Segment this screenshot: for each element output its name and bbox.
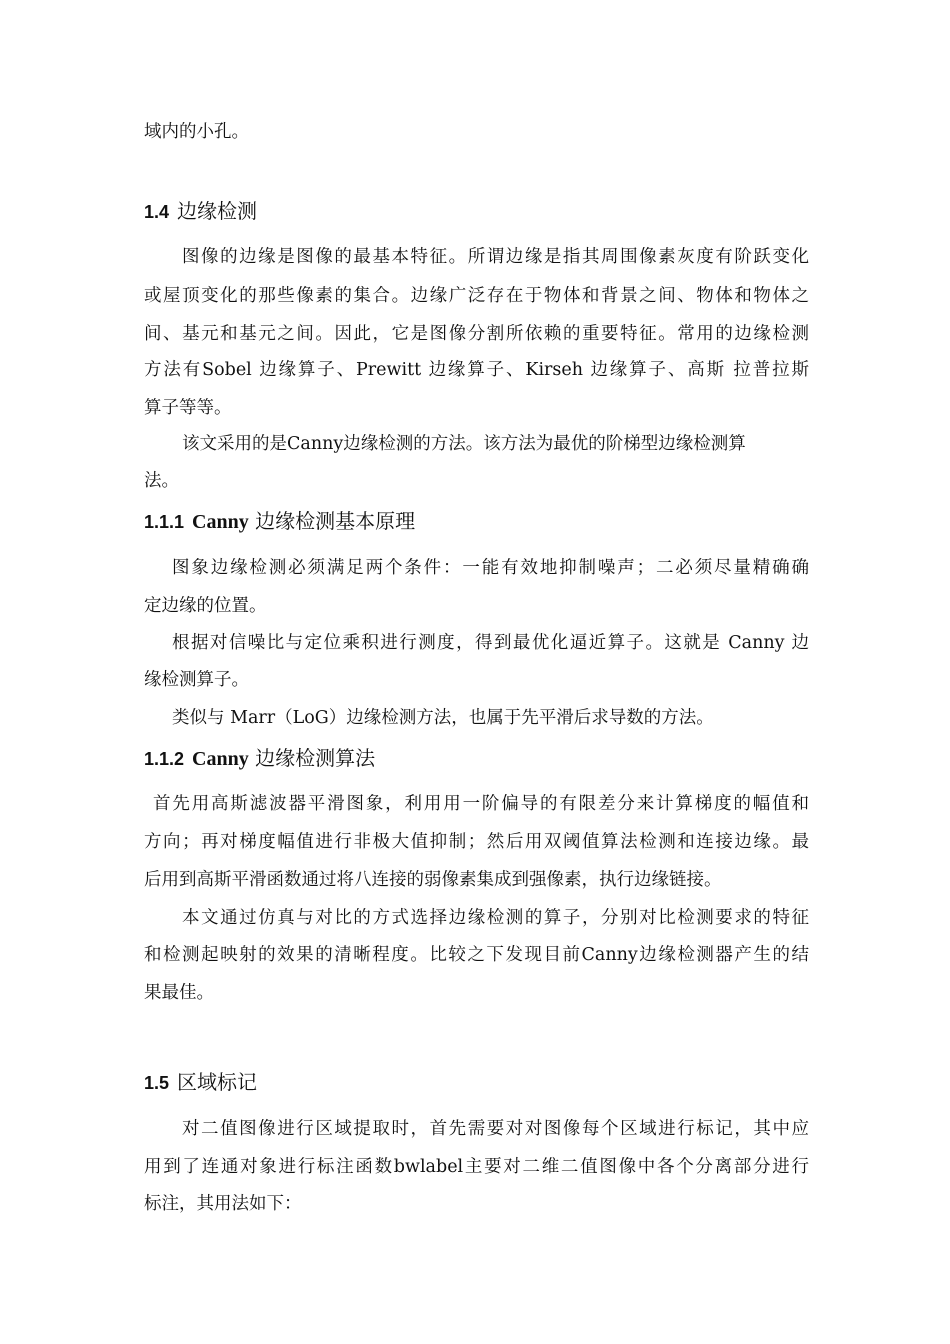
paragraph-line: 标注，其用法如下： — [144, 1194, 302, 1214]
paragraph-line: 间、基元和基元之间。因此，它是图像分割所依赖的重要特征。常用的边缘检测 — [144, 324, 809, 344]
subsection-number: 1.1.2 — [144, 749, 185, 769]
paragraph-line: 图象边缘检测必须满足两个条件：一能有效地抑制噪声；二必须尽量精确确 — [172, 558, 809, 578]
paragraph-line: 定边缘的位置。 — [144, 596, 267, 616]
paragraph-line: 首先用高斯滤波器平滑图象，利用用一阶偏导的有限差分来计算梯度的幅值和 — [153, 794, 809, 814]
section-number: 1.4 — [144, 202, 170, 222]
paragraph-line: 方向；再对梯度幅值进行非极大值抑制；然后用双阈值算法检测和连接边缘。最 — [144, 832, 809, 852]
paragraph-line: 方法有Sobel 边缘算子、Prewitt 边缘算子、Kirseh 边缘算子、高斯 拉普拉斯 — [144, 360, 809, 380]
paragraph-line: 根据对信噪比与定位乘积进行测度，得到最优化逼近算子。这就是 Canny 边 — [172, 633, 809, 653]
section-title: 区域标记 — [177, 1070, 258, 1094]
subsection-title: 边缘检测基本原理 — [255, 509, 416, 533]
paragraph-line: 算子等等。 — [144, 398, 232, 418]
paragraph-line: 图像的边缘是图像的最基本特征。所谓边缘是指其周围像素灰度有阶跃变化 — [182, 247, 809, 267]
paragraph-line: 法。 — [144, 471, 179, 491]
paragraph-line: 和检测起映射的效果的清晰程度。比较之下发现目前Canny边缘检测器产生的结 — [144, 945, 809, 965]
paragraph-line: 该文采用的是Canny边缘检测的方法。该方法为最优的阶梯型边缘检测算 — [182, 434, 746, 454]
paragraph-line: 缘检测算子。 — [144, 670, 249, 690]
paragraph-line: 后用到高斯平滑函数通过将八连接的弱像素集成到强像素，执行边缘链接。 — [144, 870, 722, 890]
paragraph-line: 类似与 Marr（LoG）边缘检测方法，也属于先平滑后求导数的方法。 — [172, 708, 714, 728]
paragraph-line: 对二值图像进行区域提取时，首先需要对对图像每个区域进行标记，其中应 — [182, 1119, 809, 1139]
paragraph-line: 或屋顶变化的那些像素的集合。边缘广泛存在于物体和背景之间、物体和物体之 — [144, 286, 809, 306]
subsection-bold-term: Canny — [192, 511, 249, 533]
paragraph-line: 果最佳。 — [144, 983, 214, 1003]
section-title: 边缘检测 — [177, 199, 258, 223]
section-heading-1-4 — [144, 196, 257, 227]
subsection-title: 边缘检测算法 — [255, 746, 376, 770]
paragraph-line: 本文通过仿真与对比的方式选择边缘检测的算子，分别对比检测要求的特征 — [182, 908, 809, 928]
text-line: 域内的小孔。 — [144, 122, 249, 142]
section-heading-1-5 — [144, 1067, 257, 1098]
section-number: 1.5 — [144, 1073, 170, 1093]
subsection-number: 1.1.1 — [144, 512, 185, 532]
subsection-heading-1-1-1 — [144, 506, 415, 537]
subsection-bold-term: Canny — [192, 748, 249, 770]
paragraph-line: 用到了连通对象进行标注函数bwlabel主要对二维二值图像中各个分离部分进行 — [144, 1157, 809, 1177]
subsection-heading-1-1-2 — [144, 743, 375, 774]
